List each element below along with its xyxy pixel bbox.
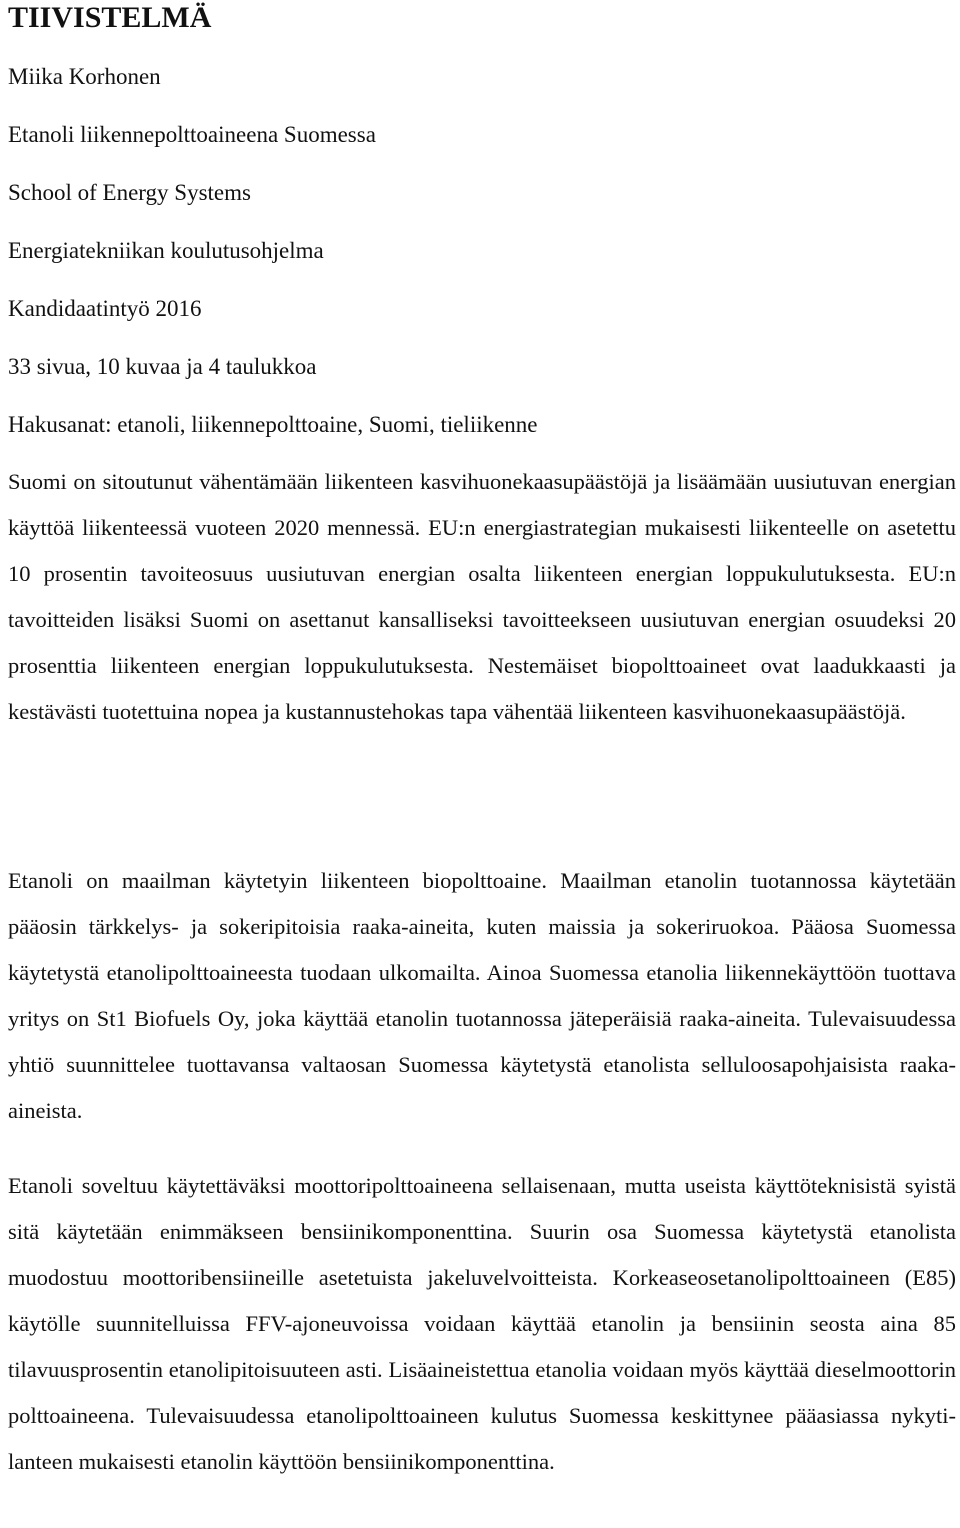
thesis-type-year: Kandidaatintyö 2016 — [8, 296, 202, 321]
author-name: Miika Korhonen — [8, 64, 161, 89]
thesis-extent: 33 sivua, 10 kuvaa ja 4 taulukkoa — [8, 354, 317, 379]
page-title: TIIVISTELMÄ — [8, 1, 212, 34]
abstract-paragraph-1: Suomi on sitoutunut vähentämään liikenteen kasvihuonekaasupäästöjä ja lisäämään uusiutuvan energian käyttöä liikenteessä vuoteen 2020 mennessä. EU:n energiastrategian mukaisesti liikenteelle on asetettu 10 prosentin tavoiteosuus uusiutuvan energian osalta liikenteen energian loppukulutuksesta. EU:n tavoitteiden lisäksi Suomi on asettanut kansalliseksi tavoitteekseen uusiutuvan energian osuudeksi 20 prosenttia liikenteen energian loppukulutuksesta. Nestemäiset biopolttoaineet ovat laadukkaasti ja kestävästi tuotettuina nopea ja kustannustehokas tapa vähentää liikenteen kasvihuonekaasupäästöjä. — [8, 469, 956, 724]
abstract-paragraph-2: Etanoli on maailman käytetyin liikenteen biopolttoaine. Maailman etanolin tuotannossa käytetään pääosin tärkkelys- ja sokeripitoisia raaka-aineita, kuten maissia ja sokeriruokoa. Pääosa Suomessa käytetystä etanolipolttoaineesta tuodaan ulkomailta. Ainoa Suomessa etanolia liikennekäyttöön tuottava yritys on St1 Biofuels Oy, joka käyttää etanolin tuotannossa jäteperäisiä raaka-aineita. Tulevaisuudessa yhtiö suunnittelee tuottavansa valtaosan Suomessa käytetystä etanolista selluloosapohjaisista raaka-aineista. — [8, 868, 956, 1123]
degree-programme: Energiatekniikan koulutusohjelma — [8, 238, 324, 263]
abstract-paragraph-3: Etanoli soveltuu käytettäväksi moottoripolttoaineena sellaisenaan, mutta useista käyttöteknisistä syistä sitä käytetään enimmäkseen bensiinikomponenttina. Suurin osa Suomessa käytetystä etanolista muodostuu moottoribensiineille asetetuista jakeluvelvoitteista. Korkeaseosetanolipolttoaineen (E85) käytölle suunnitelluissa FFV-ajoneuvoissa voidaan käyttää etanolin ja bensiinin seosta aina 85 tilavuusprosentin etanolipitoisuuteen asti. Lisäaineistettua etanolia voidaan myös käyttää dieselmoottorin polttoaineena. Tulevaisuudessa etanolipolttoaineen kulutus Suomessa keskittynee pääasiassa nykytilanteen mukaisesti etanolin käyttöön bensiinikomponenttina. — [8, 1173, 956, 1474]
keywords: Hakusanat: etanoli, liikennepolttoaine, Suomi, tieliikenne — [8, 412, 538, 437]
school-name: School of Energy Systems — [8, 180, 251, 205]
thesis-title: Etanoli liikennepolttoaineena Suomessa — [8, 122, 376, 147]
